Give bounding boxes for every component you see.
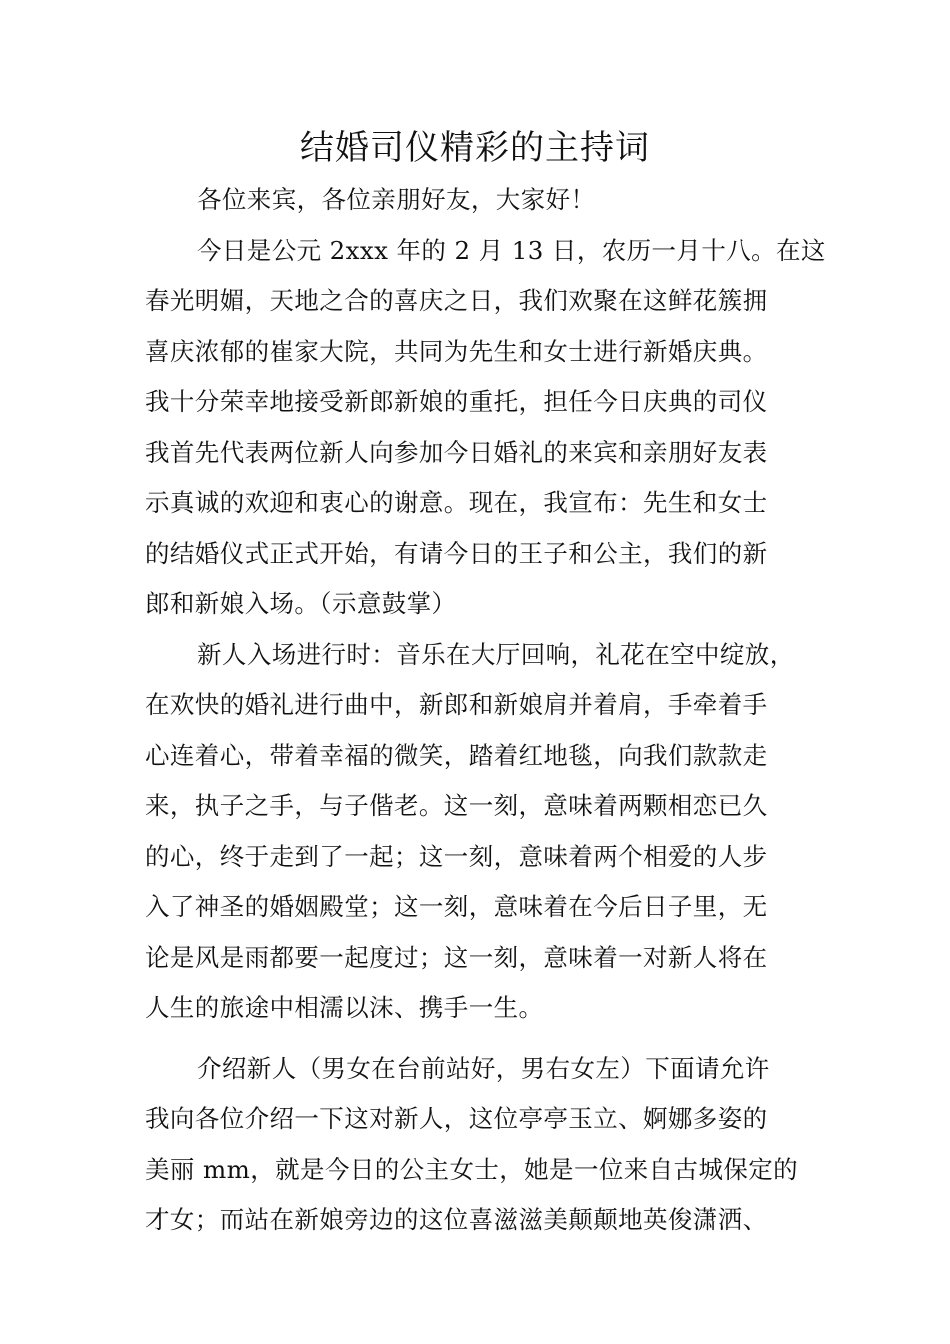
document-title: 结婚司仪精彩的主持词 (300, 128, 650, 168)
paragraph-line: 我首先代表两位新人向参加今日婚礼的来宾和亲朋好友表 (145, 437, 768, 467)
paragraph-line: 新人入场进行时：音乐在大厅回响，礼花在空中绽放， (197, 639, 795, 669)
paragraph-line: 示真诚的欢迎和衷心的谢意。现在，我宣布：先生和女士 (145, 488, 768, 517)
paragraph-line: 我向各位介绍一下这对新人，这位亭亭玉立、婀娜多姿的 (145, 1104, 768, 1133)
paragraph-line: 人生的旅途中相濡以沫、携手一生。 (145, 993, 544, 1022)
paragraph-gap (145, 1040, 825, 1050)
paragraph-line: 来，执子之手，与子偕老。这一刻，意味着两颗相恋已久 (145, 791, 768, 820)
paragraph-line: 郎和新娘入场。（示意鼓掌） (145, 589, 457, 618)
paragraph-line: 的结婚仪式正式开始，有请今日的王子和公主，我们的新 (145, 538, 768, 568)
paragraph-line: 心连着心，带着幸福的微笑，踏着红地毯，向我们款款走 (145, 740, 768, 770)
document-body (145, 181, 825, 1252)
paragraph-line: 论是风是雨都要一起度过；这一刻，意味着一对新人将在 (145, 942, 768, 972)
paragraph-line: 喜庆浓郁的崔家大院，共同为先生和女士进行新婚庆典。 (145, 336, 768, 366)
greeting-line: 各位来宾，各位亲朋好友，大家好！ (197, 185, 596, 214)
paragraph-line: 春光明媚，天地之合的喜庆之日，我们欢聚在这鲜花簇拥 (145, 286, 768, 315)
paragraph-line: 介绍新人（男女在台前站好，男右女左）下面请允许 (197, 1053, 770, 1083)
paragraph-line: 美丽 mm，就是今日的公主女士，她是一位来自古城保定的 (145, 1154, 799, 1184)
paragraph-line: 入了神圣的婚姻殿堂；这一刻，意味着在今后日子里，无 (145, 892, 768, 921)
paragraph-line: 我十分荣幸地接受新郎新娘的重托，担任今日庆典的司仪 (145, 387, 768, 416)
paragraph-line: 的心，终于走到了一起；这一刻，意味着两个相爱的人步 (145, 841, 768, 871)
paragraph-line: 在欢快的婚礼进行曲中，新郎和新娘肩并着肩，手牵着手 (145, 690, 768, 719)
paragraph-line: 才女；而站在新娘旁边的这位喜滋滋美颠颠地英俊潇洒、 (145, 1205, 768, 1234)
paragraph-line: 今日是公元 2xxx 年的 2 月 13 日，农历一月十八。在这 (197, 235, 826, 265)
